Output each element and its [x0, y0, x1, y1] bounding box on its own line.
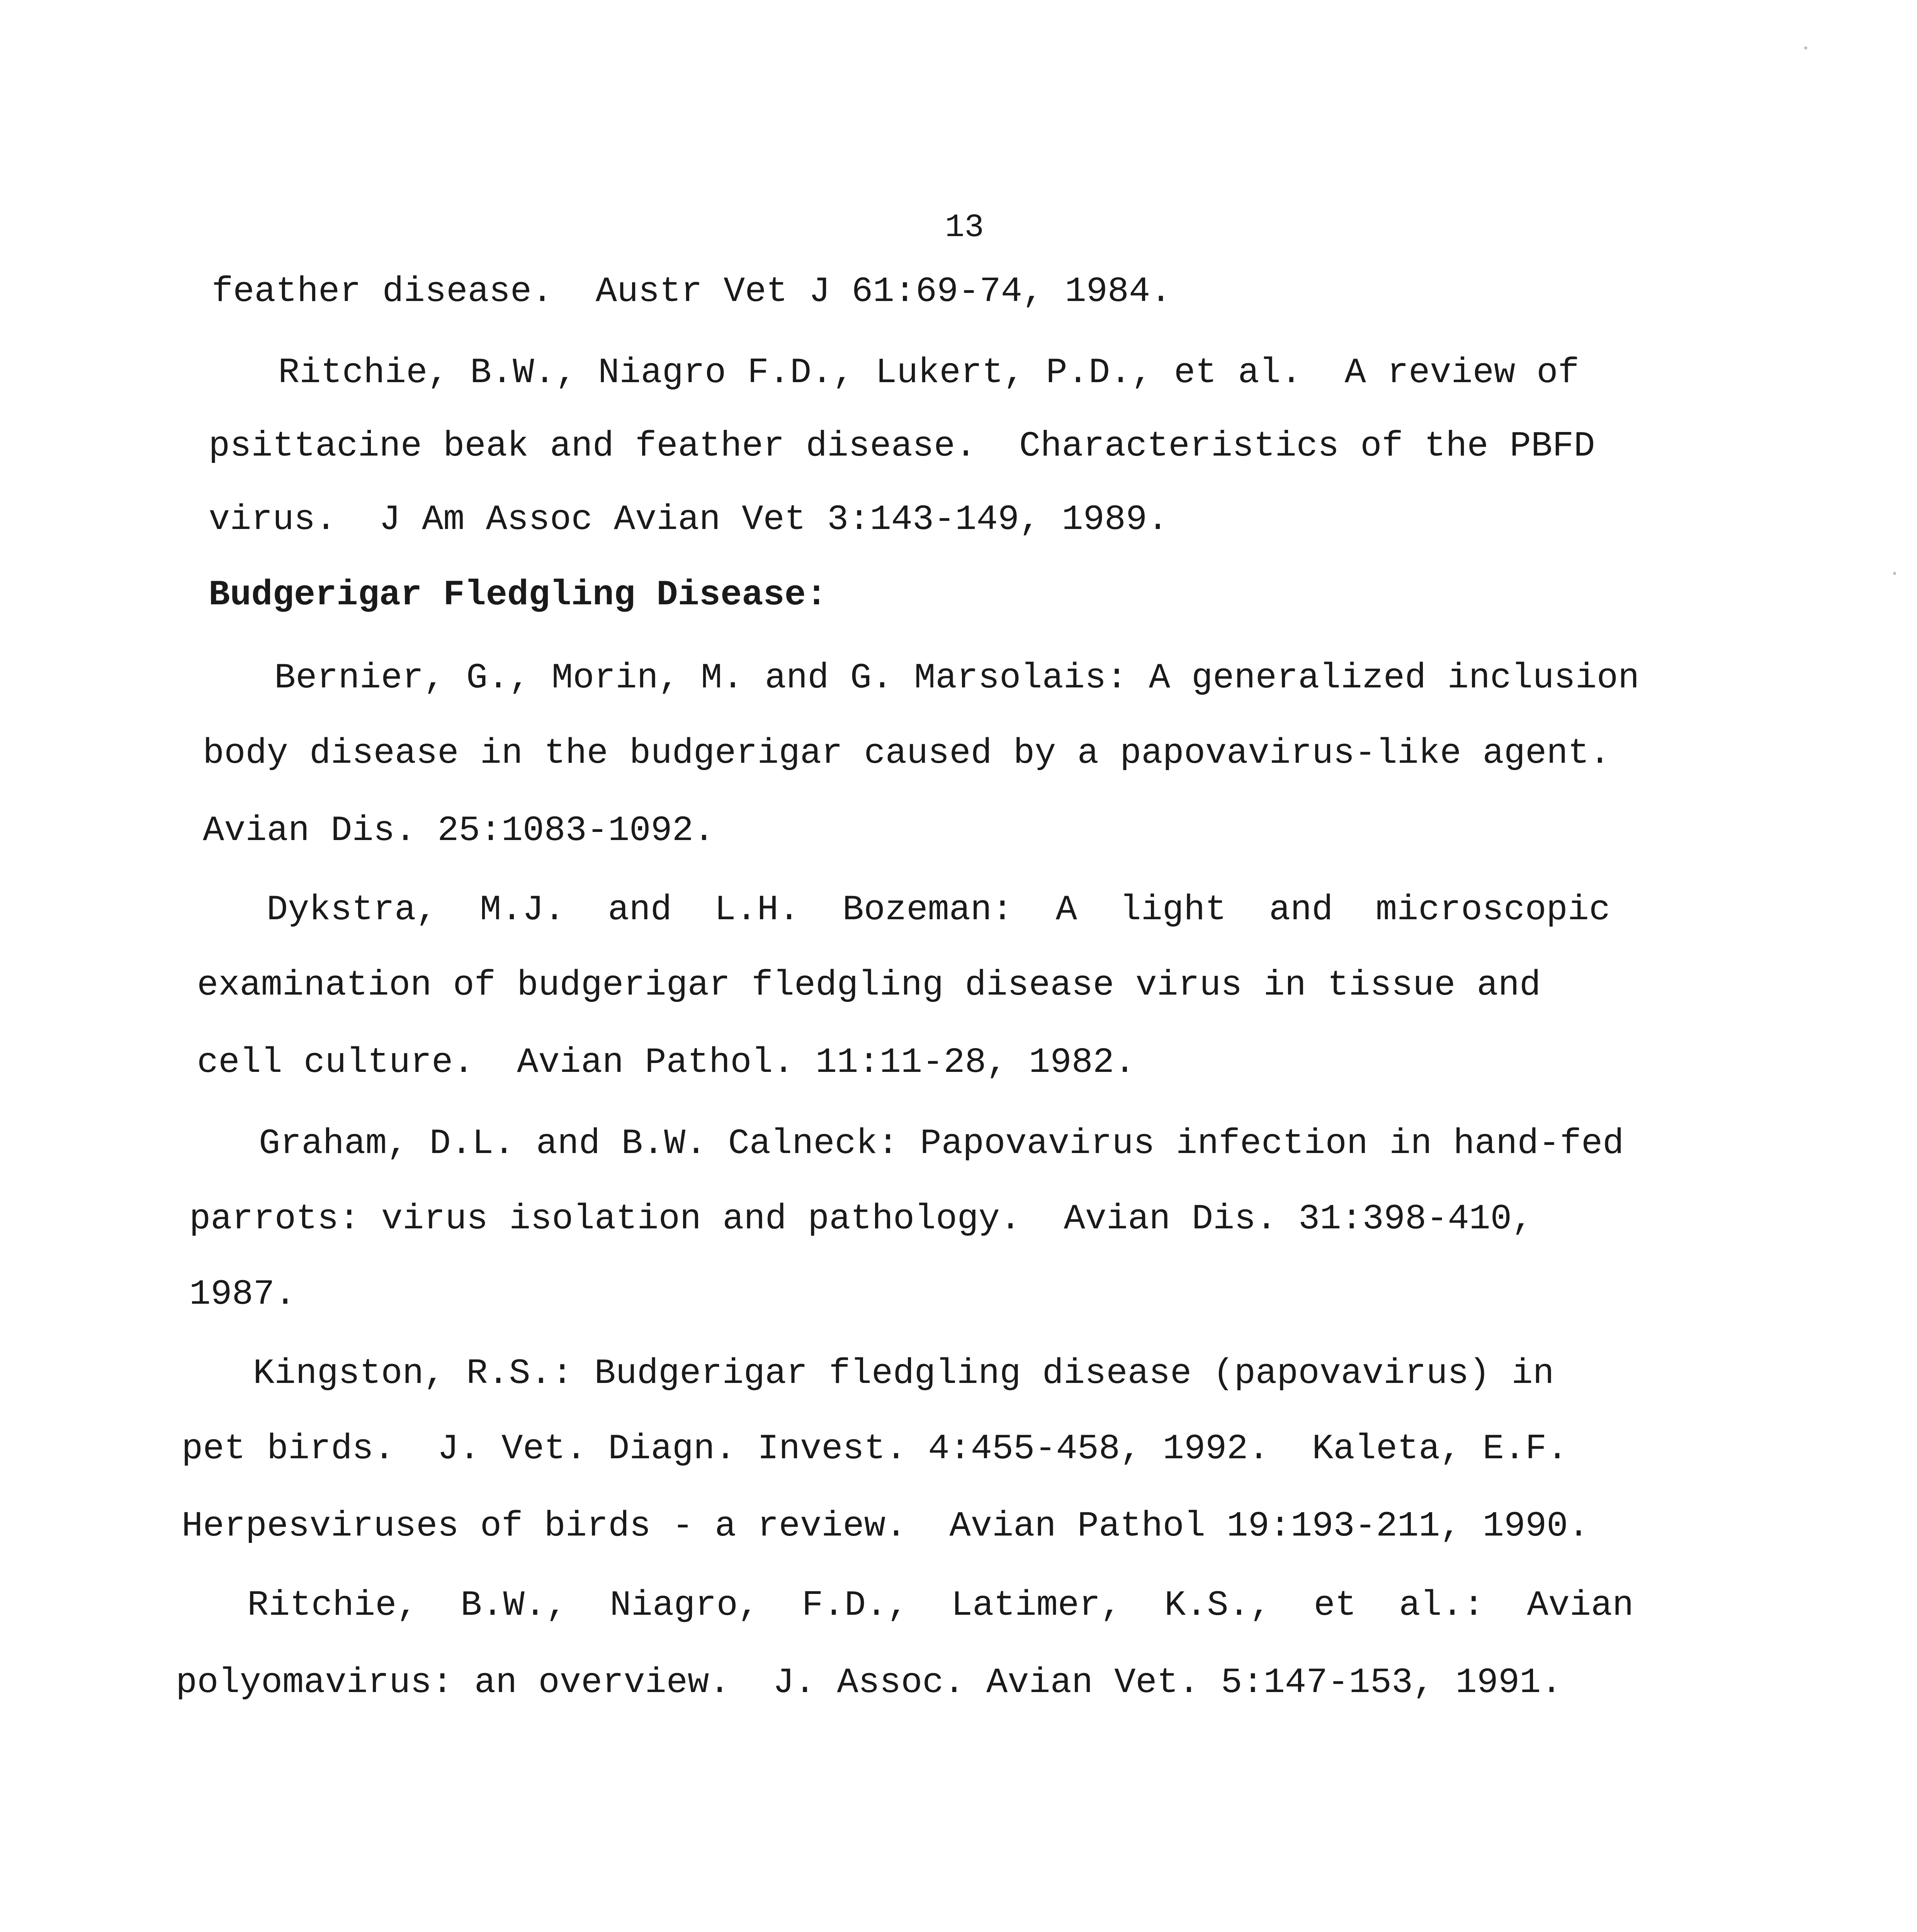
reference-line: Avian Dis. 25:1083-1092. — [203, 810, 715, 851]
reference-line: virus. J Am Assoc Avian Vet 3:143-149, 1989. — [209, 499, 1169, 540]
reference-line: body disease in the budgerigar caused by a papovavirus-like agent. — [203, 733, 1611, 774]
scan-speck — [1893, 572, 1896, 575]
reference-line: Kingston, R.S.: Budgerigar fledgling disease (papovavirus) in — [253, 1353, 1554, 1394]
section-heading: Budgerigar Fledgling Disease: — [209, 575, 828, 615]
reference-line: feather disease. Austr Vet J 61:69-74, 1984. — [212, 271, 1172, 312]
reference-line: examination of budgerigar fledgling disease virus in tissue and — [197, 965, 1541, 1005]
reference-line: parrots: virus isolation and pathology. Avian Dis. 31:398-410, — [189, 1199, 1533, 1239]
reference-line: Dykstra, M.J. and L.H. Bozeman: A light and microscopic — [267, 889, 1611, 930]
reference-line: Graham, D.L. and B.W. Calneck: Papovavirus infection in hand-fed — [259, 1123, 1624, 1164]
scan-speck — [1804, 46, 1807, 49]
reference-line: Ritchie, B.W., Niagro, F.D., Latimer, K.S., et al.: Avian — [247, 1585, 1634, 1626]
page-number: 13 — [945, 209, 984, 246]
reference-line: Bernier, G., Morin, M. and G. Marsolais: A generalized inclusion — [274, 658, 1640, 698]
reference-line: pet birds. J. Vet. Diagn. Invest. 4:455-458, 1992. Kaleta, E.F. — [182, 1429, 1568, 1469]
reference-line: 1987. — [189, 1274, 296, 1315]
reference-line: Ritchie, B.W., Niagro F.D., Lukert, P.D., et al. A review of — [278, 352, 1579, 393]
reference-line: cell culture. Avian Pathol. 11:11-28, 1982. — [197, 1042, 1136, 1083]
reference-line: psittacine beak and feather disease. Characteristics of the PBFD — [209, 426, 1595, 466]
reference-line: polyomavirus: an overview. J. Assoc. Avian Vet. 5:147-153, 1991. — [176, 1662, 1562, 1703]
reference-line: Herpesviruses of birds - a review. Avian Pathol 19:193-211, 1990. — [182, 1506, 1589, 1546]
